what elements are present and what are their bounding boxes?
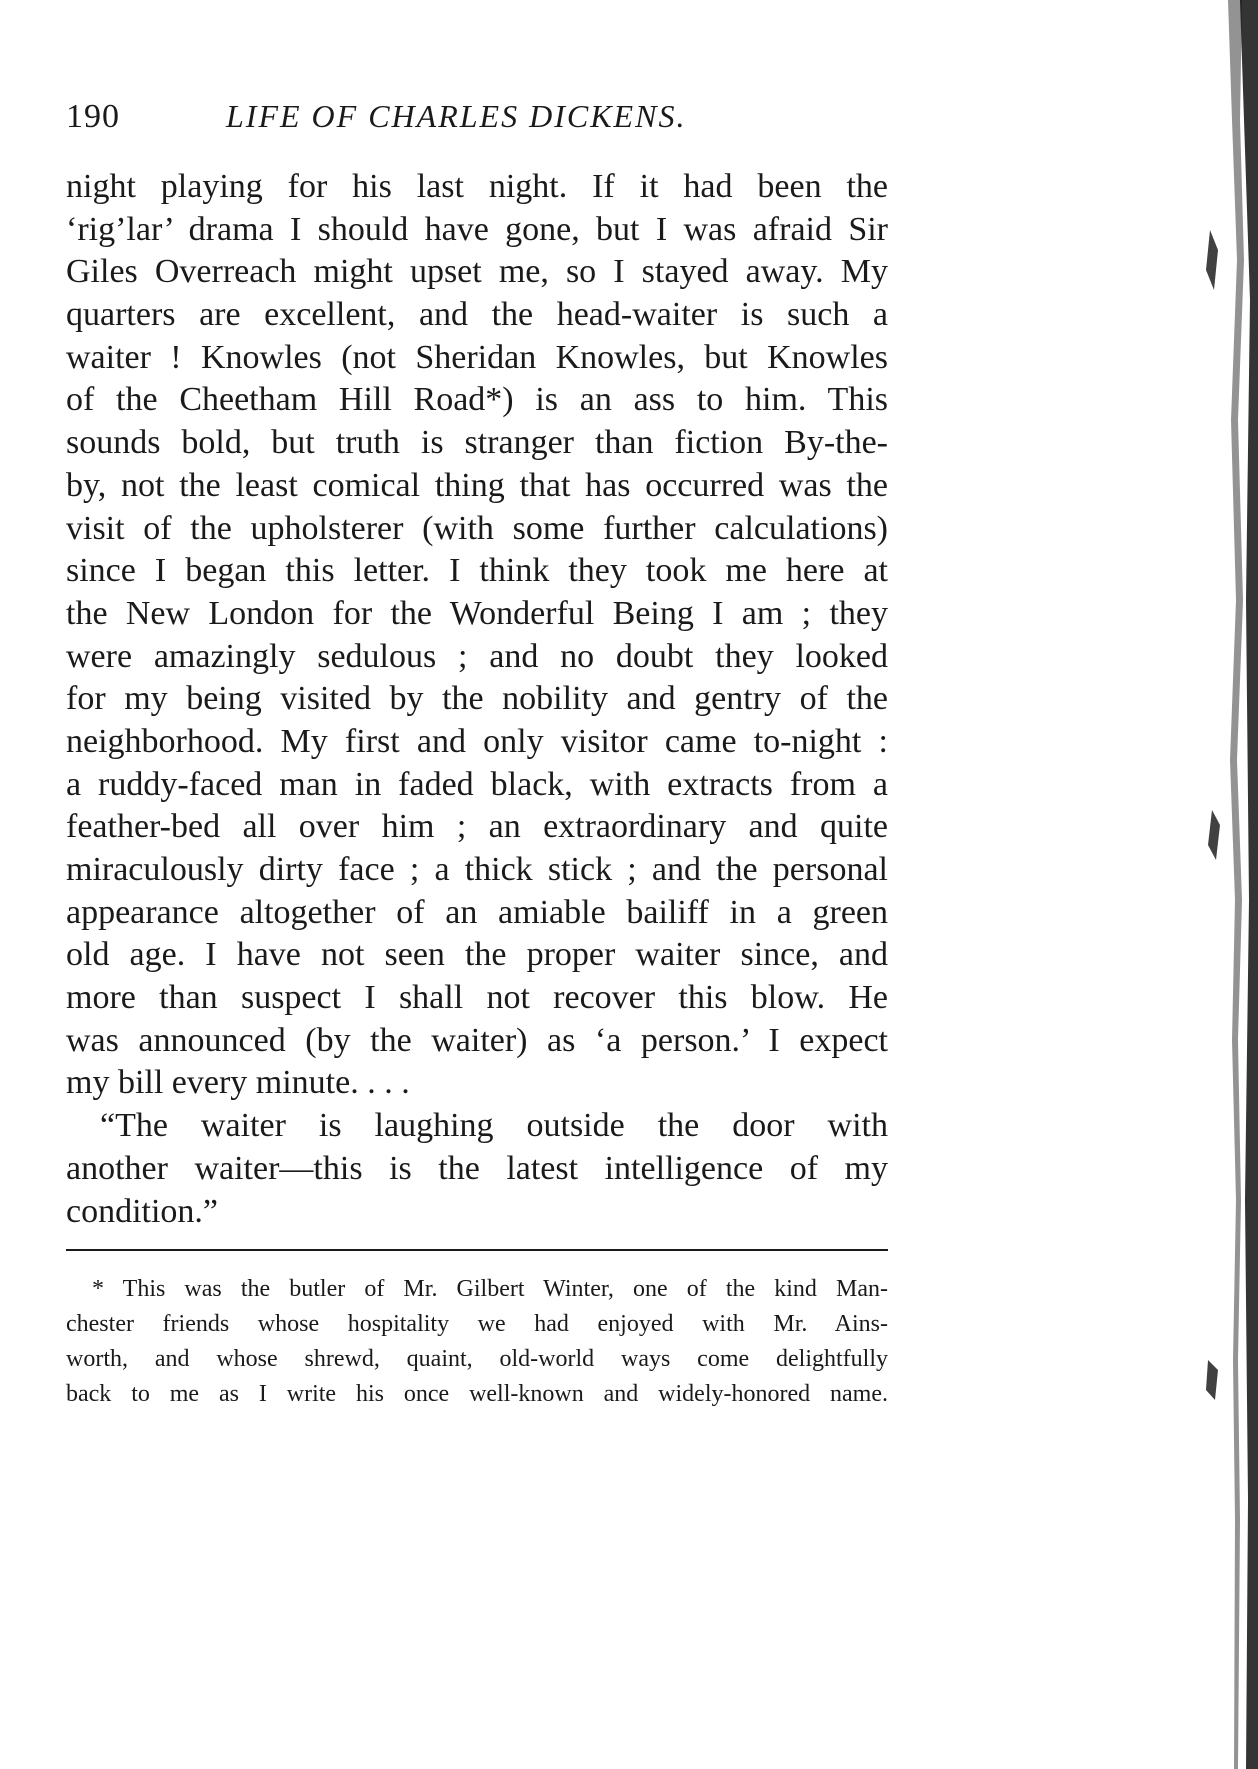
text-line: another waiter—this is the latest intelligence of my xyxy=(66,1149,888,1187)
body-text xyxy=(66,166,888,1233)
footnote-line: worth, and whose shrewd, quaint, old-world ways come delightfully xyxy=(66,1346,888,1372)
text-line: old age. I have not seen the proper waiter since, and xyxy=(66,936,888,974)
text-line: the New London for the Wonderful Being I am ; they xyxy=(66,594,888,632)
text-line: Giles Overreach might upset me, so I stayed away. My xyxy=(66,253,888,291)
text-line: sounds bold, but truth is stranger than fiction By-the- xyxy=(66,424,888,462)
text-line: of the Cheetham Hill Road*) is an ass to him. This xyxy=(66,381,888,419)
text-line: by, not the least comical thing that has occurred was the xyxy=(66,466,888,504)
text-line: condition.” xyxy=(66,1192,219,1230)
text-line: my bill every minute. . . . xyxy=(66,1064,410,1102)
text-line: “The waiter is laughing outside the door with xyxy=(100,1107,888,1145)
text-line: feather-bed all over him ; an extraordinary and quite xyxy=(66,808,888,846)
footnote-line: back to me as I write his once well-known and widely-honored name. xyxy=(66,1381,888,1407)
text-line: since I began this letter. I think they took me here at xyxy=(66,552,888,590)
text-line: more than suspect I shall not recover this blow. He xyxy=(66,979,888,1017)
text-line: waiter ! Knowles (not Sheridan Knowles, but Knowles xyxy=(66,338,888,376)
text-line: were amazingly sedulous ; and no doubt they looked xyxy=(66,637,888,675)
running-title: LIFE OF CHARLES DICKENS. xyxy=(226,98,687,134)
footnote-line: * This was the butler of Mr. Gilbert Winter, one of the kind Man- xyxy=(92,1276,888,1302)
text-line: night playing for his last night. If it had been the xyxy=(66,168,888,205)
text-line: visit of the upholsterer (with some further calculations) xyxy=(66,509,888,547)
text-line: a ruddy-faced man in faded black, with extracts from a xyxy=(66,765,888,803)
text-line: neighborhood. My first and only visitor came to-night : xyxy=(66,722,888,760)
text-line: miraculously dirty face ; a thick stick ; and the personal xyxy=(66,851,888,888)
running-head xyxy=(66,98,896,148)
footnote-line: chester friends whose hospitality we had enjoyed with Mr. Ains- xyxy=(66,1311,888,1337)
footnote xyxy=(66,1272,888,1412)
text-line: was announced (by the waiter) as ‘a person.’ I expect xyxy=(66,1021,888,1059)
footnote-divider xyxy=(66,1249,888,1251)
page-number: 190 xyxy=(66,98,120,135)
text-line: appearance altogether of an amiable bailiff in a green xyxy=(66,893,888,931)
text-line: ‘rig’lar’ drama I should have gone, but I was afraid Sir xyxy=(66,210,888,248)
text-line: quarters are excellent, and the head-waiter is such a xyxy=(66,296,888,334)
page-edge-shadow xyxy=(1188,0,1258,1769)
text-line: for my being visited by the nobility and gentry of the xyxy=(66,680,888,718)
